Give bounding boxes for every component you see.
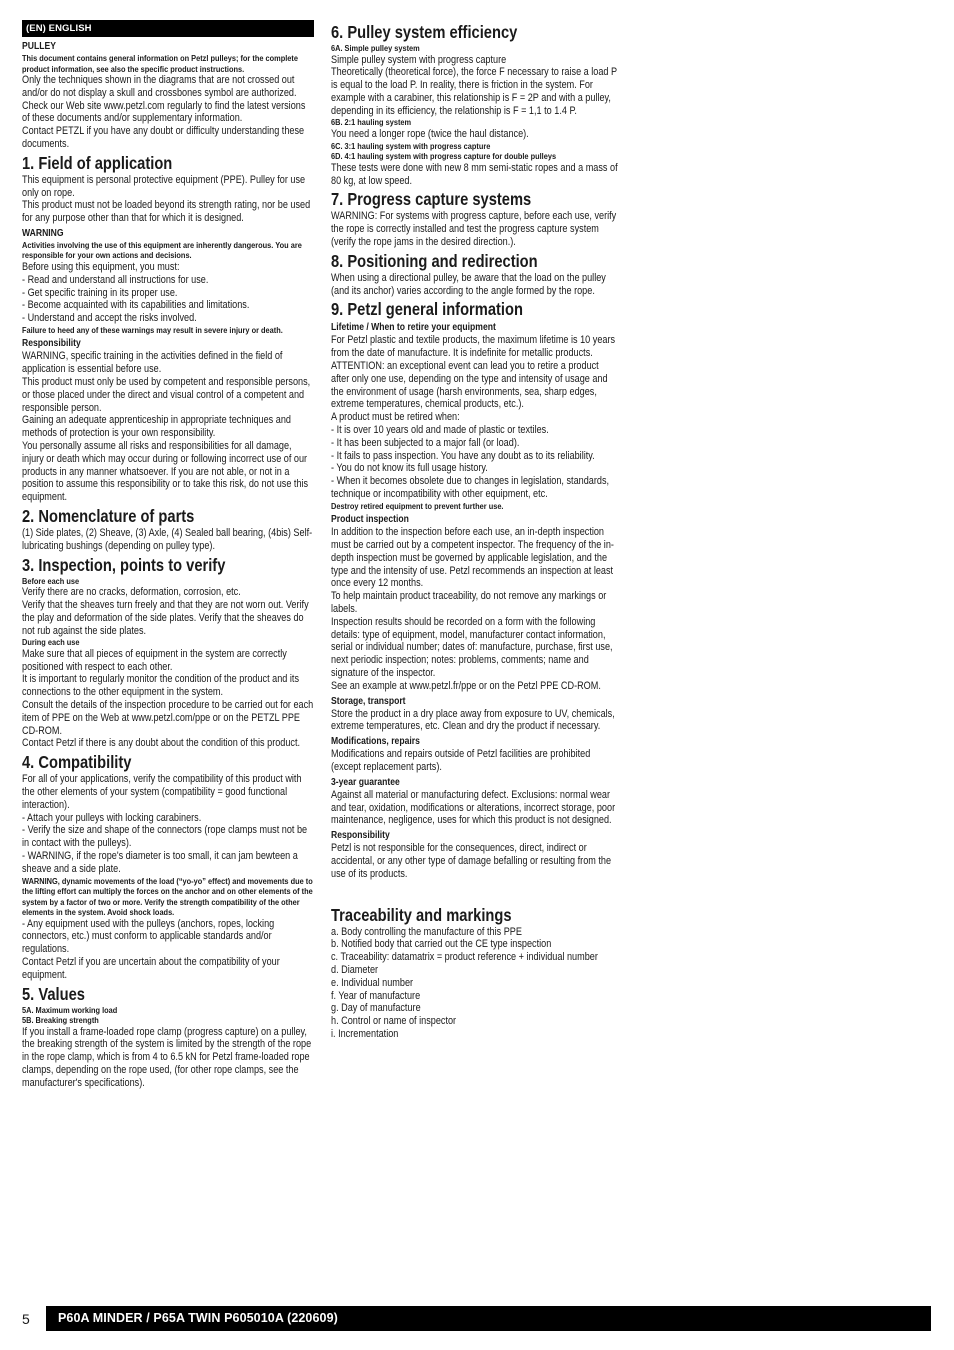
paragraph: It is important to regularly monitor the condition of the product and its connections to the other equipment in the system.	[22, 673, 300, 699]
paragraph: Verify there are no cracks, deformation, corrosion, etc.	[22, 586, 241, 599]
paragraph: In addition to the inspection before each use, an in-depth inspection must be carried out by a competent inspector. The frequency of the in-depth inspection must be governed by applicable legislation, and the type and the intensity of use. Petzl recommends an inspection at least once every 12 months.	[331, 526, 614, 590]
subsection-title: 6D. 4:1 hauling system with progress capture for double pulleys	[331, 151, 557, 162]
warning-bold: WARNING, dynamic movements of the load (“yo-yo” effect) and movements due to the lifting effort can multiply the forces on the anchor and on other elements of the system by a factor of two or more. Verify the strength compatibility of the other elements in the system. Avoid shock loads.	[22, 875, 313, 918]
paragraph: This equipment is personal protective equipment (PPE). Pulley for use only on rope.	[22, 173, 306, 199]
section-title: 8. Positioning and redirection	[331, 250, 538, 271]
list-item: - Verify the size and shape of the connectors (rope clamps must not be in contact with the pulleys).	[22, 824, 308, 850]
paragraph: Inspection results should be recorded on a form with the following details: type of equipment, model, manufacturer contact information, serial or individual number; dates of: manufacture, purchase, first use, next periodic inspection; notes: problems, comments; name and signature of the inspector.	[331, 615, 613, 679]
language-header: (EN) ENGLISH	[22, 20, 314, 37]
subsection-title: WARNING	[22, 227, 64, 239]
list-item: - It has been subjected to a major fall (or load).	[331, 436, 520, 449]
intro-bold: This document contains general information on Petzl pulleys; for the complete product information, see also the specific product instructions.	[22, 53, 298, 74]
subsection-title: 5B. Breaking strength	[22, 1015, 99, 1026]
intro-title: PULLEY	[22, 41, 56, 52]
paragraph: When using a directional pulley, be aware that the load on the pulley (and its anchor) varies according to the angle formed by the rope.	[331, 271, 606, 297]
section-title: 6. Pulley system efficiency	[331, 22, 518, 42]
paragraph: Consult the details of the inspection procedure to be carried out for each item of PPE on the Web at www.petzl.com/ppe or on the PETZL PPE CD-ROM.	[22, 698, 314, 737]
section-title: Traceability and markings	[331, 904, 512, 925]
right-column	[331, 20, 619, 1041]
list-item: - WARNING, if the rope's diameter is too small, it can jam bewteen a sheave and a side plate.	[22, 849, 298, 875]
list-item: - Get specific training in its proper use.	[22, 286, 178, 299]
warning-bold: Activities involving the use of this equipment are inherently dangerous. You are responsible for your own actions and decisions.	[22, 239, 302, 261]
list-item: h. Control or name of inspector	[331, 1015, 457, 1028]
intro-text: Only the techniques shown in the diagrams that are not crossed out and/or do not display a skull and crossbones symbol are authorized. Check our Web site www.petzl.com regularly to find the latest versions of these documents and/or supplementary information.	[22, 74, 306, 125]
paragraph: ATTENTION: an exceptional event can lead you to retire a product after only one use, depending on the type and intensity of usage and the environment of usage (harsh environments, sea, sharp edges, extreme temperatures, chemical products, etc.).	[331, 359, 608, 411]
subsection-title: Responsibility	[331, 830, 390, 842]
subsection-title: 3-year guarantee	[331, 776, 400, 788]
subsection-title: Responsibility	[22, 338, 81, 350]
paragraph: If you install a frame-loaded rope clamp (progress capture) on a pulley, the breaking strength of the system is limited by the strength of the rope in the rope clamp, which is from 4 to 6.5 kN for Petzl frame-loaded rope clamps, depending on the rope used, (for other rope clamps, see the manufacturer's specifications).	[22, 1025, 312, 1089]
section-title: 7. Progress capture systems	[331, 189, 532, 210]
paragraph: WARNING, specific training in the activities defined in the field of application is essential before use.	[22, 350, 283, 376]
paragraph: To help maintain product traceability, do not remove any markings or labels.	[331, 590, 607, 615]
paragraph: See an example at www.petzl.fr/ppe or on the Petzl PPE CD-ROM.	[331, 679, 601, 692]
subsection-title: Storage, transport	[331, 695, 406, 707]
subsection-title: Before each use	[22, 575, 80, 586]
list-item: d. Diameter	[331, 963, 379, 976]
paragraph: Gaining an adequate apprenticeship in appropriate techniques and methods of protection is your own responsibility.	[22, 414, 291, 440]
list-item: - Read and understand all instructions for use.	[22, 273, 209, 286]
paragraph: For all of your applications, verify the compatibility of this product with the other elements of your system (compatibility = good functional interaction).	[22, 773, 302, 811]
paragraph: This product must not be loaded beyond its strength rating, nor be used for any purpose other than that for which it is designed.	[22, 199, 311, 225]
paragraph: Theoretically (theoretical force), the force F necessary to raise a load P is equal to the load P. In reality, there is friction in the system. For example with a carabiner, this relationship is F = 2P and with a pulley, depending in its efficiency, the relationship is F = 1,1 to 1.4 P.	[331, 66, 617, 117]
section-title: 1. Field of application	[22, 152, 173, 173]
list-item: - Any equipment used with the pulleys (anchors, ropes, locking connectors, etc.) must conform to applicable standards and/or regulations.	[22, 917, 275, 956]
list-item: - It fails to pass inspection. You have any doubt as to its reliability.	[331, 449, 595, 462]
paragraph: For Petzl plastic and textile products, the maximum lifetime is 10 years from the date of manufacture. It is indefinite for metallic products.	[331, 334, 616, 360]
list-item: - You do not know its full usage history.	[331, 462, 488, 475]
subsection-title: Lifetime / When to retire your equipment	[331, 322, 496, 334]
paragraph: A product must be retired when:	[331, 411, 460, 424]
paragraph: Contact Petzl if you are uncertain about the compatibility of your equipment.	[22, 955, 280, 981]
warning-bold: Failure to heed any of these warnings may result in severe injury or death.	[22, 324, 283, 335]
list-item: - Attach your pulleys with locking carabiners.	[22, 811, 202, 824]
list-item: - Become acquainted with its capabilities and limitations.	[22, 299, 250, 312]
list-item: - It is over 10 years old and made of plastic or textiles.	[331, 423, 549, 436]
list-item: - When it becomes obsolete due to changes in legislation, standards, technique or incompatibility with other equipment, etc.	[331, 475, 610, 500]
subsection-title: Product inspection	[331, 514, 409, 526]
paragraph: Against all material or manufacturing defect. Exclusions: normal wear and tear, oxidation, modifications or alterations, incorrect storage, poor maintenance, negligence, uses for which this product is not designed.	[331, 788, 616, 827]
paragraph: Make sure that all pieces of equipment in the system are correctly positioned with respect to each other.	[22, 647, 287, 673]
subsection-title: 6A. Simple pulley system	[331, 43, 420, 53]
paragraph: You need a longer rope (twice the haul distance).	[331, 127, 529, 140]
warning-bold: Destroy retired equipment to prevent further use.	[331, 500, 504, 511]
section-title: 3. Inspection, points to verify	[22, 554, 226, 575]
page-number: 5	[22, 1311, 30, 1327]
paragraph: Modifications and repairs outside of Petzl facilities are prohibited (except replacement parts).	[331, 748, 591, 773]
list-item: a. Body controlling the manufacture of this PPE	[331, 925, 522, 938]
paragraph: This product must only be used by competent and responsible persons, or those placed under the direct and visual control of a competent and responsible person.	[22, 376, 311, 414]
paragraph: Verify that the sheaves turn freely and that they are not worn out. Verify the play and deformation of the side plates. Verify that the sheaves do not rub against the side plates.	[22, 598, 309, 637]
paragraph: Simple pulley system with progress capture	[331, 53, 507, 66]
section-title: 4. Compatibility	[22, 752, 132, 773]
left-column	[22, 20, 314, 1090]
footer-doc-reference: P60A MINDER / P65A TWIN P605010A (220609)	[46, 1306, 931, 1331]
subsection-title: 6B. 2:1 hauling system	[331, 117, 412, 128]
subsection-title: During each use	[22, 637, 80, 648]
list-item: b. Notified body that carried out the CE type inspection	[331, 938, 552, 951]
paragraph: Contact Petzl if there is any doubt about the condition of this product.	[22, 737, 301, 750]
section-title: 9. Petzl general information	[331, 299, 523, 320]
subsection-title: 6C. 3:1 hauling system with progress capture	[331, 140, 491, 151]
list-item: f. Year of manufacture	[331, 989, 421, 1002]
list-item: i. Incrementation	[331, 1027, 399, 1040]
section-title: 5. Values	[22, 983, 85, 1004]
paragraph: Before using this equipment, you must:	[22, 260, 180, 273]
paragraph: You personally assume all risks and responsibilities for all damage, injury or death which may occur during or following incorrect use of our products in any manner whatsoever. If you are not able, or not in a position to assume this responsibility or to take this risk, do not use this equipment.	[22, 440, 309, 504]
intro-text: Contact PETZL if you have any doubt or difficulty understanding these documents.	[22, 125, 305, 150]
paragraph: Petzl is not responsible for the consequences, direct, indirect or accidental, or any other type of damage befalling or resulting from the use of its products.	[331, 842, 612, 880]
list-item: g. Day of manufacture	[331, 1002, 421, 1015]
list-item: - Understand and accept the risks involved.	[22, 312, 197, 325]
paragraph: Store the product in a dry place away from exposure to UV, chemicals, extreme temperatures, etc. Clean and dry the product if necessary.	[331, 707, 615, 733]
subsection-title: 5A. Maximum working load	[22, 1004, 118, 1015]
paragraph: (1) Side plates, (2) Sheave, (3) Axle, (4) Sealed ball bearing, (4bis) Self-lubricating bushings (depending on pulley type).	[22, 527, 313, 552]
section-title: 2. Nomenclature of parts	[22, 506, 195, 527]
list-item: c. Traceability: datamatrix = product reference + individual number	[331, 951, 598, 964]
subsection-title: Modifications, repairs	[331, 736, 420, 748]
paragraph: These tests were done with new 8 mm semi-static ropes and a mass of 80 kg, at low speed.	[331, 161, 618, 187]
list-item: e. Individual number	[331, 976, 414, 989]
paragraph: WARNING: For systems with progress capture, before each use, verify the rope is correctly installed and test the progress capture system (verify the rope jams in the desired direction.).	[331, 210, 617, 248]
